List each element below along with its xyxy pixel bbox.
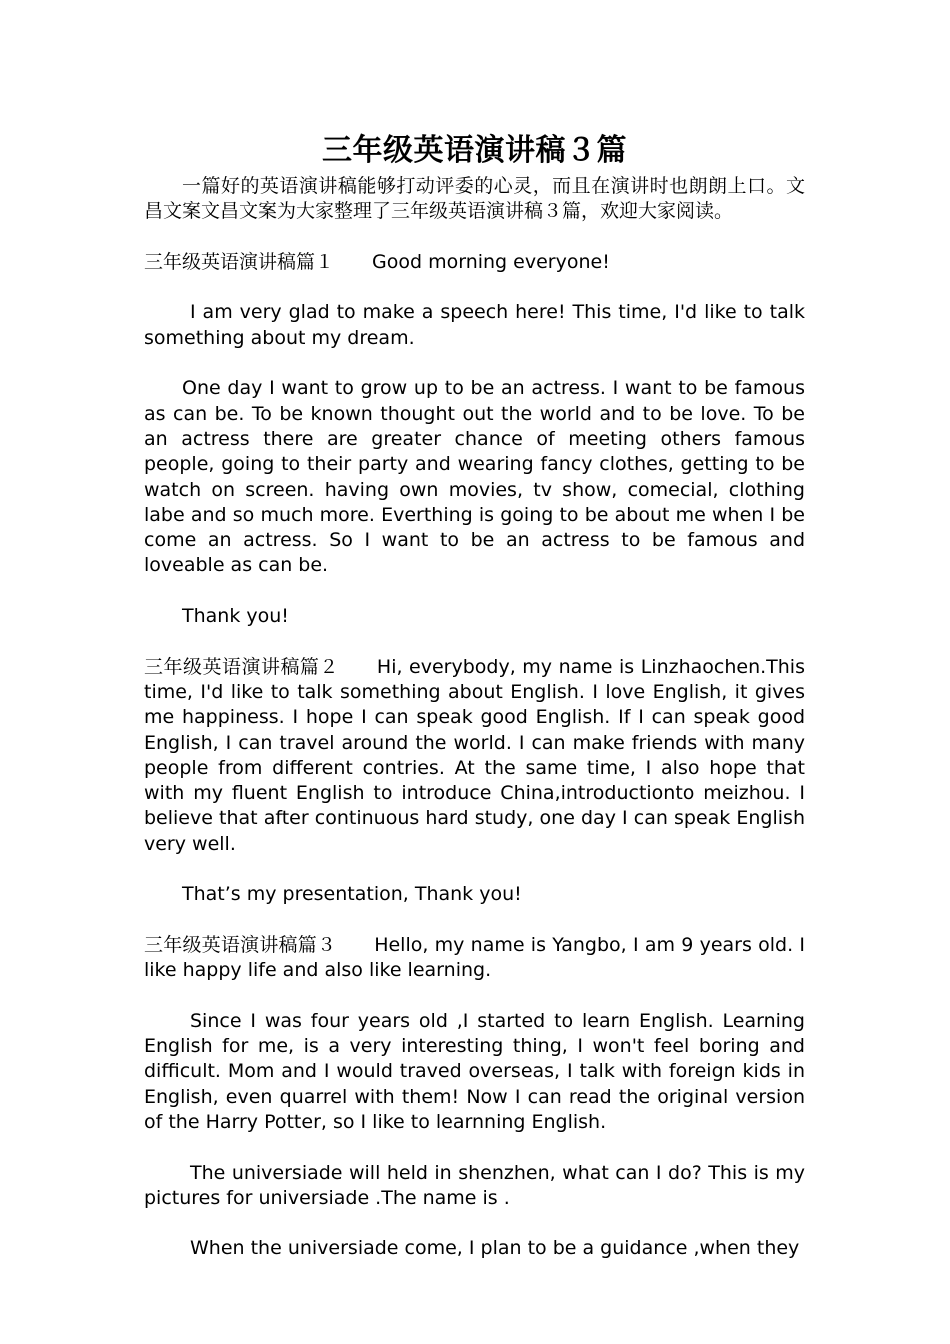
paragraph-spacer: [144, 1211, 805, 1236]
intro-paragraph: 一篇好的英语演讲稿能够打动评委的心灵，而且在演讲时也朗朗上口。文昌文案文昌文案为大家整理了三年级英语演讲稿３篇，欢迎大家阅读。: [144, 175, 805, 223]
paragraph-spacer: [144, 984, 805, 1009]
paragraph-spacer: [144, 225, 805, 250]
paragraph-spacer: [144, 629, 805, 654]
paragraph-spacer: [144, 275, 805, 300]
paragraph-spacer: [144, 351, 805, 376]
document-body: [144, 128, 805, 1262]
page-title: 三年级英语演讲稿３篇: [322, 133, 627, 168]
section-2-label: 三年级英语演讲稿篇２: [144, 655, 339, 678]
section-2-paragraph-1: Hi, everybody, my name is Linzhaochen.This time, I'd like to talk something about English. I love English, it gives me happiness. I hope I can speak good English. If I can speak good English, I can travel around the world. I can make friends with many people from different contries. At the same time, I also hope that with my fluent English to introduce China,introductionto meizhou. I believe that after continuous hard study, one day I can speak English very well.: [144, 655, 805, 855]
section-3-paragraph-2: Since I was four years old ,I started to learn English. Learning English for me, is a very interesting thing, I won't feel boring and difficult. Mom and I would traved overseas, I talk with foreign kids in English, even quarrel with them! Now I can read the original version of the Harry Potter, so I like to learnning English.: [144, 1009, 805, 1133]
section-1-paragraph-3: One day I want to grow up to be an actress. I want to be famous as can be. To be known thought out the world and to be love. To be an actress there are greater chance of meeting others famous people, going to their party and wearing fancy clothes, getting to be watch on screen. having own movies, tv show, comecial, clothing labe and so much more. Everthing is going to be about me when I be come an actress. So I want to be an actress to be famous and loveable as can be.: [144, 377, 805, 577]
section-1-first-line: [144, 250, 805, 275]
paragraph-spacer: [144, 908, 805, 933]
section-3-paragraph-3: The universiade will held in shenzhen, what can I do? This is my pictures for universiade .The name is .: [144, 1161, 805, 1209]
section-3-first-paragraph: [144, 933, 805, 984]
section-3-paragraph-4: When the universiade come, I plan to be a guidance ,when they: [190, 1237, 800, 1260]
paragraph-spacer: [144, 579, 805, 604]
section-1-label: 三年级英语演讲稿篇１: [144, 250, 335, 273]
section-1-paragraph-2: I am very glad to make a speech here! This time, I'd like to talk something about my dream.: [144, 301, 805, 349]
paragraph-spacer: [144, 857, 805, 882]
paragraph-spacer: [144, 1135, 805, 1160]
section-1-paragraph-1: Good morning everyone!: [372, 250, 610, 273]
section-3-label: 三年级英语演讲稿篇３: [144, 933, 337, 956]
section-2-paragraph-2: That’s my presentation, Thank you!: [182, 883, 522, 906]
section-3-paragraph-1: Hello, my name is Yangbo, I am 9 years old. I like happy life and also like learning.: [144, 933, 805, 982]
section-1-paragraph-4: Thank you!: [182, 605, 289, 628]
section-2-first-paragraph: [144, 655, 805, 857]
